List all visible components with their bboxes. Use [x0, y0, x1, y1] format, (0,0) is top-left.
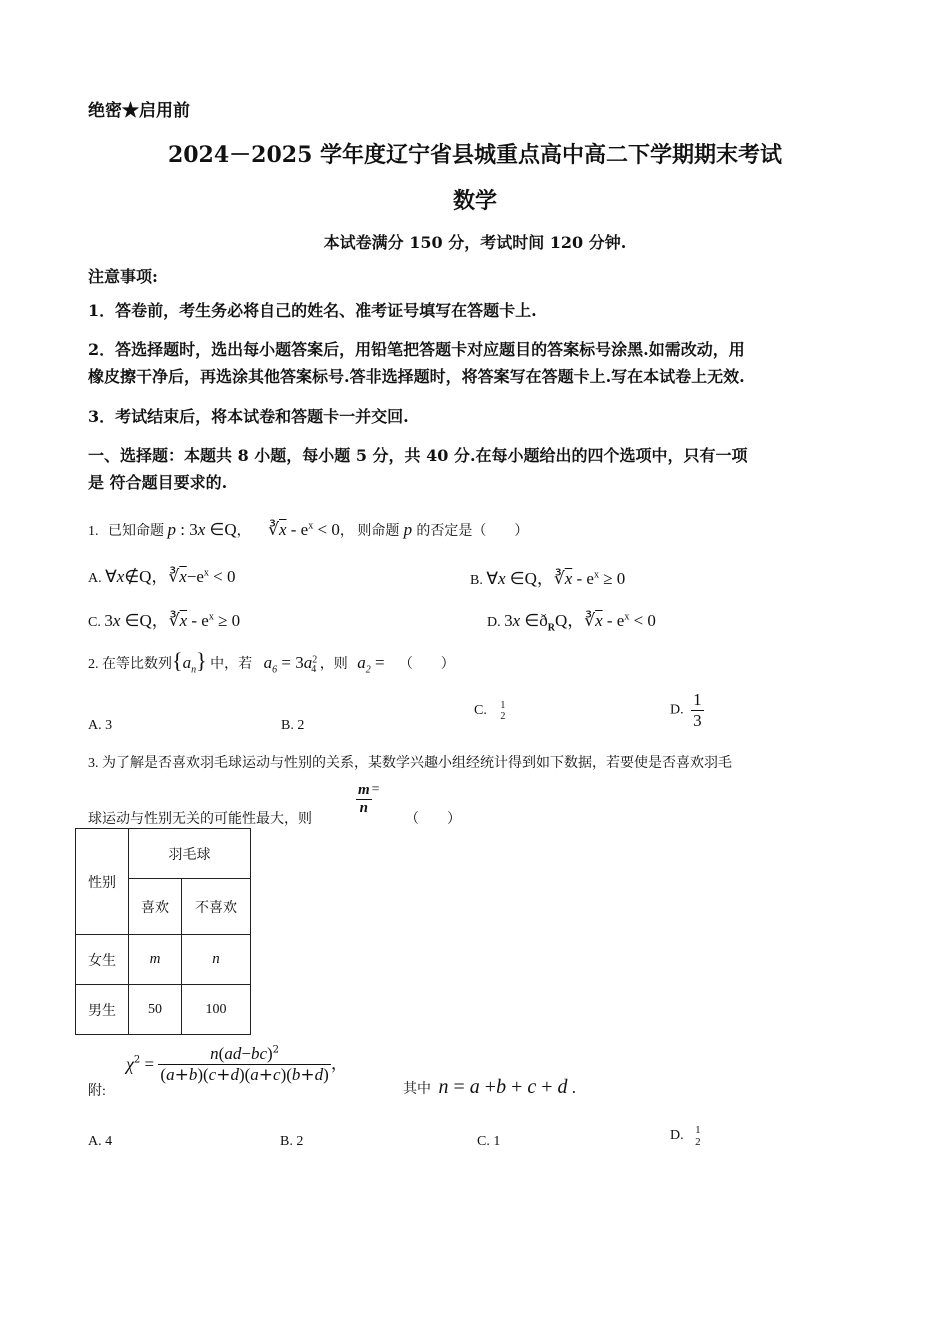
- table-header-badminton: 羽毛球: [129, 829, 251, 879]
- note-1: 1．答卷前，考生务必将自己的姓名、准考证号填写在答题卡上.: [88, 301, 537, 320]
- q2-text-a: 2. 在等比数列: [88, 657, 172, 672]
- q3-paren: （ ）: [405, 812, 461, 827]
- table-cell-100: 100: [182, 985, 251, 1035]
- note-3: 3．考试结束后，将本试卷和答题卡一并交回.: [88, 407, 409, 426]
- q2-option-a[interactable]: A. 3: [88, 718, 113, 733]
- exam-title: 2024－2025 学年度辽宁省县城重点高中高二下学期期末考试: [167, 142, 783, 168]
- q1-option-d[interactable]: D. 3x $\in ð_RQ$，$∛\overline{x} - e^x < 0$: [487, 611, 656, 634]
- section1-line1: 一、选择题：本题共 8 小题，每小题 5 分，共 40 分.在每小题给出的四个选项中，只有一项: [88, 446, 748, 465]
- q1-option-b[interactable]: B. ∀x ∈Q，$∛\overline{x} - e^x \ge 0$: [470, 569, 626, 588]
- table-header-dislike: 不喜欢: [182, 879, 251, 935]
- q3-option-a[interactable]: A. 4: [88, 1134, 113, 1149]
- q1-option-c-label: C.: [88, 615, 101, 630]
- q3-line1: 3. 为了解是否喜欢羽毛球运动与性别的关系，某数学兴趣小组经统计得到如下数据，若要使是否喜欢羽毛: [88, 756, 732, 771]
- q2-option-d[interactable]: D. $\frac{1}{3}$: [670, 690, 702, 730]
- table-row-male: 男生: [76, 985, 129, 1035]
- table-cell-50: 50: [129, 985, 182, 1035]
- note-2-line1: 2．答选择题时，选出每小题答案后，用铅笔把答题卡对应题目的答案标号涂黑.如需改动，用: [88, 340, 745, 359]
- q2-option-c-label: C.: [474, 703, 487, 719]
- confidential-label: 绝密★启用前: [88, 101, 190, 121]
- question-2: 2. 在等比数列$\{a_n\}$ 中，若 $a_6 = 3a^2_4$ ，则 $a_2$ = （ ）: [88, 648, 455, 676]
- q1-option-a[interactable]: A. ∀x∉Q，$∛\overline{x}-e^x < 0$: [88, 567, 236, 586]
- q1-text-c: 的否定是（ ）: [416, 524, 529, 539]
- table-cell-m: m: [129, 935, 182, 985]
- subject-title: 数学: [452, 188, 497, 214]
- table-header-gender: 性别: [76, 829, 129, 935]
- note-2-line2: 橡皮擦干净后，再选涂其他答案标号.答非选择题时，将答案写在答题卡上.写在本试卷上无效.: [88, 367, 745, 386]
- exam-info: 本试卷满分 150 分，考试时间 120 分钟.: [323, 233, 627, 252]
- q3-option-d[interactable]: D. 1 2: [670, 1124, 701, 1148]
- q2-text-c: ，则: [319, 657, 348, 672]
- table-row-female: 女生: [76, 935, 129, 985]
- q1-text-b: 则命题: [357, 524, 400, 539]
- q1-option-a-label: A.: [88, 571, 102, 586]
- q2-option-d-label: D.: [670, 702, 684, 718]
- q2-text-b: 中，若: [210, 657, 253, 672]
- q1-text-a: 已知命题: [108, 524, 164, 539]
- chi-square-formula: $\chi^2$ = $\frac{n(ad-bc)^2}{(a+b)(c+d)(a+c)(b+d)}$ ，: [126, 1044, 348, 1085]
- q2-text-d: （ ）: [398, 657, 455, 672]
- table-header-like: 喜欢: [129, 879, 182, 935]
- q3-option-d-label: D.: [670, 1128, 684, 1143]
- q3-appendix-label: 附:: [88, 1084, 106, 1099]
- q3-where: 其中 n = a +b + c + d .: [403, 1076, 577, 1098]
- question-1: 1. 已知命题 p : 3x ∈Q， $∛\overline{x} - e^x < 0$， 则命题 p 的否定是（ ）: [88, 520, 529, 539]
- notes-heading: 注意事项:: [88, 267, 158, 286]
- q1-number: 1.: [88, 524, 99, 539]
- q3-line2: 球运动与性别无关的可能性最大，则: [88, 812, 312, 827]
- q3-option-b[interactable]: B. 2: [280, 1134, 304, 1149]
- q3-fraction-mn: $\frac{m}{n}$ =: [358, 782, 380, 816]
- q3-option-c[interactable]: C. 1: [477, 1134, 501, 1149]
- q1-option-b-label: B.: [470, 573, 483, 588]
- section1-line2: 是 符合题目要求的.: [88, 473, 228, 492]
- q2-option-b[interactable]: B. 2: [281, 718, 305, 733]
- q1-option-c[interactable]: C. 3x ∈Q，$∛\overline{x} - e^x \ge 0$: [88, 611, 241, 630]
- contingency-table: [75, 828, 251, 1035]
- q1-formula-p: p: [167, 520, 176, 539]
- q1-option-d-label: D.: [487, 615, 501, 630]
- q2-option-c[interactable]: C. 1 2: [474, 700, 506, 722]
- table-cell-n: n: [182, 935, 251, 985]
- q3-where-label: 其中: [403, 1082, 431, 1097]
